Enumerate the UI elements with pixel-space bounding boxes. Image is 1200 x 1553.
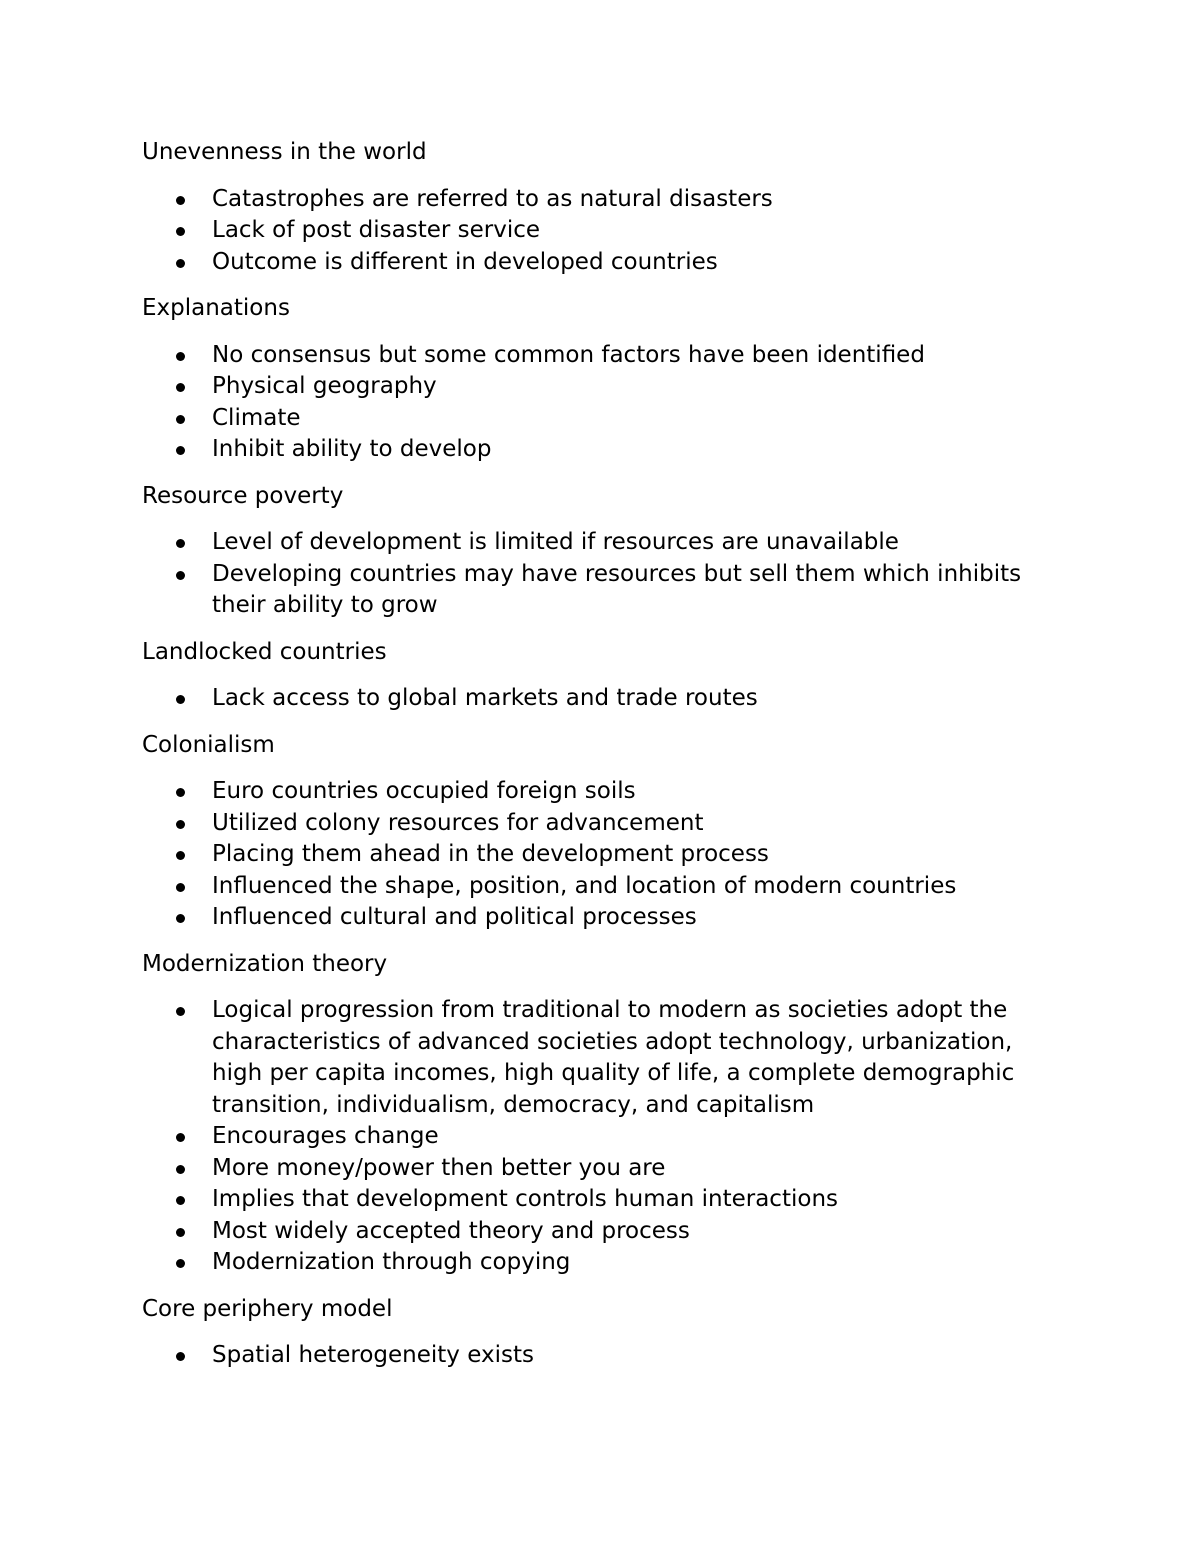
list-item bbox=[142, 1216, 1052, 1248]
list-item-text: Logical progression from traditional to modern as societies adopt the characteristics of advanced societies adopt technology, urbanization, high per capita incomes, high quality of life, a complete demographic transition, individualism, democracy, and capitalism bbox=[212, 997, 1015, 1118]
bullet-icon bbox=[176, 914, 185, 923]
section bbox=[142, 137, 1052, 278]
list-item-text: Euro countries occupied foreign soils bbox=[212, 778, 636, 804]
section bbox=[142, 293, 1052, 466]
list-item bbox=[142, 340, 1052, 372]
list-item bbox=[142, 184, 1052, 216]
list-item-text: Influenced the shape, position, and location of modern countries bbox=[212, 872, 957, 899]
list-item bbox=[142, 1340, 1052, 1372]
list-item bbox=[142, 1153, 1052, 1185]
bullet-icon bbox=[176, 883, 185, 892]
bullet-list bbox=[142, 995, 1052, 1279]
bullet-icon bbox=[176, 352, 185, 361]
bullet-icon bbox=[176, 851, 185, 860]
bullet-icon bbox=[176, 383, 185, 392]
list-item bbox=[142, 215, 1052, 247]
bullet-icon bbox=[176, 1165, 185, 1174]
bullet-icon bbox=[176, 1228, 185, 1237]
list-item-text: Level of development is limited if resources are unavailable bbox=[212, 529, 899, 555]
section-heading: Explanations bbox=[142, 295, 290, 321]
list-item-text: Outcome is different in developed countries bbox=[212, 248, 718, 275]
bullet-icon bbox=[176, 1259, 185, 1268]
list-item bbox=[142, 527, 1052, 559]
bullet-icon bbox=[176, 820, 185, 829]
section-heading: Unevenness in the world bbox=[142, 139, 427, 165]
list-item bbox=[142, 247, 1052, 279]
list-item-text: Encourages change bbox=[212, 1123, 439, 1149]
list-item-text: Climate bbox=[212, 404, 301, 431]
section-heading: Landlocked countries bbox=[142, 638, 387, 665]
bullet-icon bbox=[176, 695, 185, 704]
list-item-text: Spatial heterogeneity exists bbox=[212, 1342, 534, 1368]
bullet-icon bbox=[176, 1196, 185, 1205]
bullet-icon bbox=[176, 1352, 185, 1361]
bullet-icon bbox=[176, 539, 185, 548]
list-item-text: Most widely accepted theory and process bbox=[212, 1217, 690, 1244]
list-item-text: Implies that development controls human interactions bbox=[212, 1186, 838, 1212]
list-item bbox=[142, 559, 1052, 622]
list-item bbox=[142, 683, 1052, 715]
list-item bbox=[142, 902, 1052, 934]
section bbox=[142, 481, 1052, 622]
bullet-list bbox=[142, 683, 1052, 715]
document-page bbox=[142, 137, 1052, 1387]
bullet-list bbox=[142, 184, 1052, 279]
list-item bbox=[142, 995, 1052, 1121]
bullet-icon bbox=[176, 571, 185, 580]
bullet-icon bbox=[176, 259, 185, 268]
bullet-icon bbox=[176, 788, 185, 797]
list-item-text: No consensus but some common factors have been identified bbox=[212, 341, 925, 368]
list-item-text: More money/power then better you are bbox=[212, 1154, 666, 1181]
section bbox=[142, 637, 1052, 715]
section bbox=[142, 730, 1052, 934]
section-heading: Resource poverty bbox=[142, 482, 344, 509]
list-item bbox=[142, 403, 1052, 435]
list-item-text: Placing them ahead in the development process bbox=[212, 841, 769, 867]
bullet-icon bbox=[176, 1007, 185, 1016]
list-item-text: Developing countries may have resources but sell them which inhibits their ability to grow bbox=[212, 560, 1022, 618]
list-item-text: Utilized colony resources for advancement bbox=[212, 809, 704, 836]
section-heading: Modernization theory bbox=[142, 950, 388, 977]
list-item-text: Modernization through copying bbox=[212, 1249, 571, 1275]
section-heading: Core periphery model bbox=[142, 1295, 393, 1322]
list-item bbox=[142, 871, 1052, 903]
list-item-text: Physical geography bbox=[212, 373, 437, 399]
list-item bbox=[142, 808, 1052, 840]
list-item-text: Influenced cultural and political processes bbox=[212, 904, 697, 930]
bullet-icon bbox=[176, 446, 185, 455]
list-item-text: Lack of post disaster service bbox=[212, 217, 541, 243]
list-item bbox=[142, 839, 1052, 871]
list-item bbox=[142, 434, 1052, 466]
list-item bbox=[142, 776, 1052, 808]
bullet-icon bbox=[176, 415, 185, 424]
bullet-list bbox=[142, 776, 1052, 934]
list-item bbox=[142, 371, 1052, 403]
bullet-list bbox=[142, 340, 1052, 466]
list-item-text: Catastrophes are referred to as natural disasters bbox=[212, 185, 773, 212]
section bbox=[142, 949, 1052, 1279]
bullet-icon bbox=[176, 196, 185, 205]
list-item bbox=[142, 1121, 1052, 1153]
bullet-icon bbox=[176, 1133, 185, 1142]
bullet-icon bbox=[176, 227, 185, 236]
bullet-list bbox=[142, 1340, 1052, 1372]
bullet-list bbox=[142, 527, 1052, 622]
section bbox=[142, 1294, 1052, 1372]
list-item-text: Inhibit ability to develop bbox=[212, 436, 492, 462]
list-item-text: Lack access to global markets and trade routes bbox=[212, 685, 758, 711]
list-item bbox=[142, 1184, 1052, 1216]
section-heading: Colonialism bbox=[142, 731, 275, 758]
list-item bbox=[142, 1247, 1052, 1279]
